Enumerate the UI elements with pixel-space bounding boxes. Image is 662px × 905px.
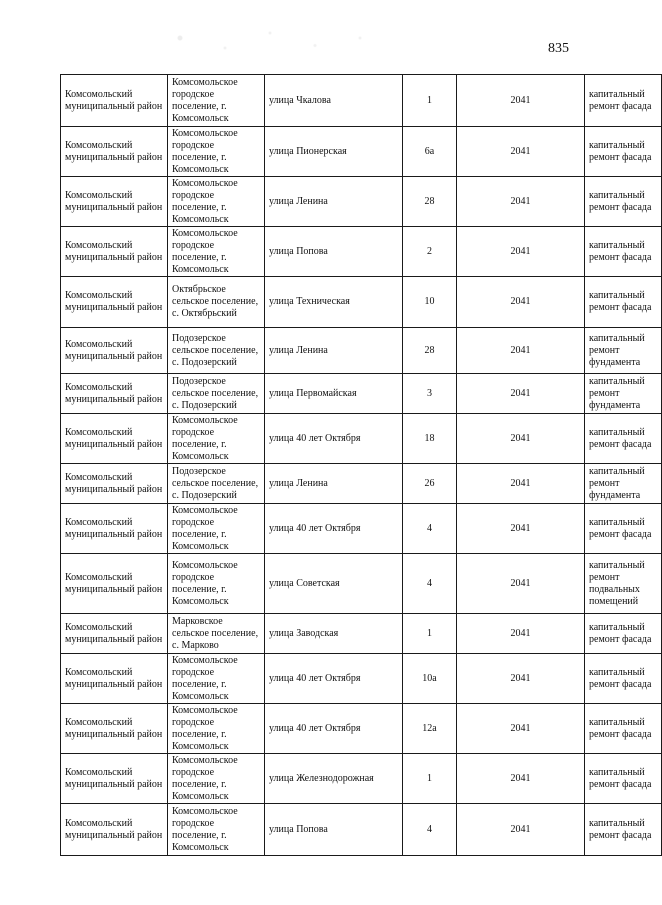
table-row — [61, 704, 662, 754]
district-cell: Комсомольский муниципальный район — [61, 177, 168, 227]
settlement-cell: Комсомольское городское поселение, г. Комсомольск — [168, 504, 265, 554]
table-body — [61, 75, 662, 856]
work-cell: капитальный ремонт фасада — [585, 177, 662, 227]
table-row — [61, 277, 662, 328]
settlement-cell: Марковское сельское поселение, с. Марково — [168, 614, 265, 654]
table-row — [61, 177, 662, 227]
district-cell: Комсомольский муниципальный район — [61, 554, 168, 614]
street-cell: улица Советская — [265, 554, 403, 614]
table-row — [61, 227, 662, 277]
year-cell: 2041 — [457, 127, 585, 177]
settlement-cell: Комсомольское городское поселение, г. Комсомольск — [168, 227, 265, 277]
house-cell: 2 — [403, 227, 457, 277]
settlement-cell: Комсомольское городское поселение, г. Комсомольск — [168, 554, 265, 614]
settlement-cell: Октябрьское сельское поселение, с. Октябрьский — [168, 277, 265, 328]
work-cell: капитальный ремонт фасада — [585, 654, 662, 704]
district-cell: Комсомольский муниципальный район — [61, 704, 168, 754]
settlement-cell: Комсомольское городское поселение, г. Комсомольск — [168, 804, 265, 856]
work-cell: капитальный ремонт фасада — [585, 75, 662, 127]
district-cell: Комсомольский муниципальный район — [61, 127, 168, 177]
house-cell: 10а — [403, 654, 457, 704]
district-cell: Комсомольский муниципальный район — [61, 654, 168, 704]
house-cell: 12а — [403, 704, 457, 754]
district-cell: Комсомольский муниципальный район — [61, 504, 168, 554]
house-cell: 28 — [403, 177, 457, 227]
page-number: 835 — [548, 41, 569, 56]
street-cell: улица Пионерская — [265, 127, 403, 177]
year-cell: 2041 — [457, 75, 585, 127]
settlement-cell: Комсомольское городское поселение, г. Комсомольск — [168, 127, 265, 177]
year-cell: 2041 — [457, 414, 585, 464]
table-row — [61, 414, 662, 464]
work-cell: капитальный ремонт фасада — [585, 704, 662, 754]
year-cell: 2041 — [457, 227, 585, 277]
year-cell: 2041 — [457, 504, 585, 554]
repair-schedule-table — [60, 74, 662, 856]
table-row — [61, 374, 662, 414]
street-cell: улица Ленина — [265, 464, 403, 504]
work-cell: капитальный ремонт фундамента — [585, 328, 662, 374]
district-cell: Комсомольский муниципальный район — [61, 754, 168, 804]
settlement-cell: Комсомольское городское поселение, г. Комсомольск — [168, 654, 265, 704]
settlement-cell: Подозерское сельское поселение, с. Подозерский — [168, 328, 265, 374]
scan-noise — [120, 18, 420, 68]
work-cell: капитальный ремонт фасада — [585, 804, 662, 856]
year-cell: 2041 — [457, 464, 585, 504]
table-row — [61, 804, 662, 856]
house-cell: 1 — [403, 754, 457, 804]
year-cell: 2041 — [457, 754, 585, 804]
settlement-cell: Комсомольское городское поселение, г. Комсомольск — [168, 75, 265, 127]
settlement-cell: Комсомольское городское поселение, г. Комсомольск — [168, 177, 265, 227]
district-cell: Комсомольский муниципальный район — [61, 464, 168, 504]
work-cell: капитальный ремонт фасада — [585, 504, 662, 554]
year-cell: 2041 — [457, 277, 585, 328]
work-cell: капитальный ремонт подвальных помещений — [585, 554, 662, 614]
work-cell: капитальный ремонт фундамента — [585, 374, 662, 414]
street-cell: улица Техническая — [265, 277, 403, 328]
house-cell: 6а — [403, 127, 457, 177]
street-cell: улица Чкалова — [265, 75, 403, 127]
district-cell: Комсомольский муниципальный район — [61, 414, 168, 464]
year-cell: 2041 — [457, 177, 585, 227]
table-row — [61, 614, 662, 654]
settlement-cell: Комсомольское городское поселение, г. Комсомольск — [168, 754, 265, 804]
settlement-cell: Комсомольское городское поселение, г. Комсомольск — [168, 414, 265, 464]
street-cell: улица Первомайская — [265, 374, 403, 414]
street-cell: улица Попова — [265, 804, 403, 856]
house-cell: 10 — [403, 277, 457, 328]
year-cell: 2041 — [457, 804, 585, 856]
street-cell: улица 40 лет Октября — [265, 704, 403, 754]
district-cell: Комсомольский муниципальный район — [61, 227, 168, 277]
year-cell: 2041 — [457, 328, 585, 374]
work-cell: капитальный ремонт фасада — [585, 127, 662, 177]
street-cell: улица Ленина — [265, 177, 403, 227]
table-row — [61, 754, 662, 804]
house-cell: 3 — [403, 374, 457, 414]
work-cell: капитальный ремонт фундамента — [585, 464, 662, 504]
house-cell: 26 — [403, 464, 457, 504]
year-cell: 2041 — [457, 654, 585, 704]
work-cell: капитальный ремонт фасада — [585, 414, 662, 464]
district-cell: Комсомольский муниципальный район — [61, 277, 168, 328]
table-row — [61, 328, 662, 374]
district-cell: Комсомольский муниципальный район — [61, 804, 168, 856]
street-cell: улица 40 лет Октября — [265, 504, 403, 554]
house-cell: 18 — [403, 414, 457, 464]
settlement-cell: Подозерское сельское поселение, с. Подозерский — [168, 464, 265, 504]
street-cell: улица Ленина — [265, 328, 403, 374]
table-row — [61, 654, 662, 704]
work-cell: капитальный ремонт фасада — [585, 614, 662, 654]
house-cell: 28 — [403, 328, 457, 374]
district-cell: Комсомольский муниципальный район — [61, 374, 168, 414]
settlement-cell: Комсомольское городское поселение, г. Комсомольск — [168, 704, 265, 754]
house-cell: 4 — [403, 554, 457, 614]
street-cell: улица Железнодорожная — [265, 754, 403, 804]
work-cell: капитальный ремонт фасада — [585, 227, 662, 277]
street-cell: улица Заводская — [265, 614, 403, 654]
street-cell: улица 40 лет Октября — [265, 654, 403, 704]
table-row — [61, 504, 662, 554]
year-cell: 2041 — [457, 614, 585, 654]
house-cell: 1 — [403, 75, 457, 127]
house-cell: 4 — [403, 504, 457, 554]
table-row — [61, 75, 662, 127]
table-row — [61, 554, 662, 614]
year-cell: 2041 — [457, 704, 585, 754]
house-cell: 4 — [403, 804, 457, 856]
year-cell: 2041 — [457, 554, 585, 614]
year-cell: 2041 — [457, 374, 585, 414]
house-cell: 1 — [403, 614, 457, 654]
district-cell: Комсомольский муниципальный район — [61, 75, 168, 127]
table-row — [61, 464, 662, 504]
settlement-cell: Подозерское сельское поселение, с. Подозерский — [168, 374, 265, 414]
street-cell: улица 40 лет Октября — [265, 414, 403, 464]
district-cell: Комсомольский муниципальный район — [61, 614, 168, 654]
work-cell: капитальный ремонт фасада — [585, 277, 662, 328]
district-cell: Комсомольский муниципальный район — [61, 328, 168, 374]
table-row — [61, 127, 662, 177]
work-cell: капитальный ремонт фасада — [585, 754, 662, 804]
street-cell: улица Попова — [265, 227, 403, 277]
